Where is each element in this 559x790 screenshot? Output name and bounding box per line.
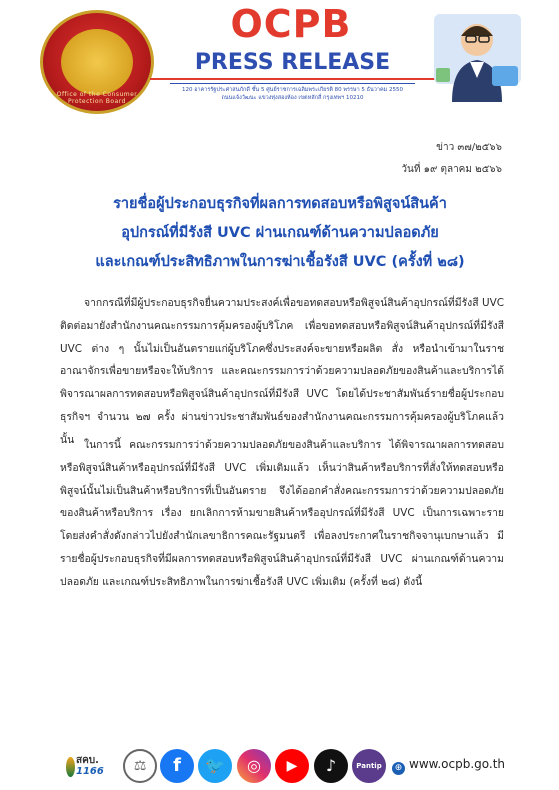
press-header xyxy=(0,0,559,120)
headline-line-1: รายชื่อผู้ประกอบธุรกิจที่ผลการทดสอบหรือพิสูจน์สินค้า xyxy=(113,196,447,212)
ocpb-hotline-logo[interactable] xyxy=(66,753,122,781)
news-number: ข่าว ๓๗/๒๕๖๖ xyxy=(436,142,502,153)
website-url: www.ocpb.go.th xyxy=(409,757,506,771)
body-paragraph-2: ในการนี้ คณะกรรมการว่าด้วยความปลอดภัยของสินค้าและบริการ ได้พิจารณาผลการทดสอบหรือพิสูจน์สินค้าหรืออุปกรณ์ที่มีรังสี UVC เพิ่มเติมแล้ว เห็นว่าสินค้าหรือบริการที่สั่งให้ทดสอบหรือพิสูจน์นั้นไม่เป็นสินค้าหรือบริการที่เป็นอันตราย จึงได้ออกคำสั่งคณะกรรมการว่าด้วยความปลอดภัยของสินค้าหรือบริการ เรื่อง ยกเลิกการห้ามขายสินค้าหรืออุปกรณ์ที่มีรังสี UVC เป็นการเฉพาะราย โดยส่งคำสั่งดังกล่าวไปยังสำนักเลขาธิการคณะรัฐมนตรี เพื่อลงประกาศในราชกิจจานุเบกษาแล้ว มีรายชื่อผู้ประกอบธุรกิจที่มีผลการทดสอบหรือพิสูจน์สินค้าอุปกรณ์ที่มีรังสี UVC ผ่านเกณฑ์ด้านความปลอดภัย และเกณฑ์ประสิทธิภาพในการฆ่าเชื้อรังสี UVC เพิ่มเติม (ครั้งที่ ๒๘) ดังนี้ xyxy=(60,439,504,588)
mascot-illustration xyxy=(430,6,525,106)
seal-emblem xyxy=(61,29,133,95)
ocpb-swoosh-icon xyxy=(66,757,75,777)
news-date: วันที่ ๑๙ ตุลาคม ๒๕๖๖ xyxy=(401,164,502,175)
tiktok-icon[interactable]: ♪ xyxy=(314,749,348,783)
header-address-line-1: 120 อาคารรัฐประศาสนภักดี ชั้น 5 ศูนย์ราชการเฉลิมพระเกียรติ 80 พรรษา 5 ธันวาคม 2550 xyxy=(181,87,404,93)
headline-line-3: และเกณฑ์ประสิทธิภาพในการฆ่าเชื้อรังสี UVC (ครั้งที่ ๒๘) xyxy=(95,254,465,270)
ocpb-seal-logo xyxy=(40,10,154,114)
headline-line-2: อุปกรณ์ที่มีรังสี UVC ผ่านเกณฑ์ด้านความปลอดภัย xyxy=(121,225,439,241)
instagram-icon[interactable]: ◎ xyxy=(237,749,271,783)
brand-subtitle: PRESS RELEASE xyxy=(194,50,391,75)
header-address-line-2: ถนนแจ้งวัฒนะ แขวงทุ่งสองห้อง เขตหลักสี่ กรุงเทพฯ 10210 xyxy=(221,95,364,101)
twitter-icon[interactable]: 🐦 xyxy=(198,749,232,783)
pantip-icon[interactable] xyxy=(352,749,386,783)
globe-icon: ⊕ xyxy=(392,762,405,775)
seal-ring-text: Office of the Consumer Protection Board xyxy=(56,91,138,105)
youtube-icon[interactable]: ▶ xyxy=(275,749,309,783)
hotline-number: 1166 xyxy=(76,766,104,777)
brand-title: OCPB xyxy=(230,2,352,46)
pantip-label: Pantip xyxy=(356,762,382,770)
website-link[interactable] xyxy=(392,757,505,775)
header-divider xyxy=(170,83,415,84)
header-stripe xyxy=(150,78,440,80)
body-paragraph-1: จากกรณีที่มีผู้ประกอบธุรกิจยื่นความประสงค์เพื่อขอทดสอบหรือพิสูจน์สินค้าอุปกรณ์ที่มีรังสี UVC ติดต่อมายังสำนักงานคณะกรรมการคุ้มครองผู้บริโภค เพื่อขอทดสอบหรือพิสูจน์สินค้าอุปกรณ์ที่มีรังสี UVC ต่าง ๆ นั้นไม่เป็นอันตรายแก่ผู้บริโภคซึ่งประสงค์จะขายหรือผลิต สั่ง หรือนำเข้ามาในราชอาณาจักรเพื่อขายหรือจะให้บริการ และคณะกรรมการว่าด้วยความปลอดภัยของสินค้าและบริการได้พิจารณาผลการทดสอบหรือพิสูจน์สินค้าอุปกรณ์ที่มีรังสี UVC โดยได้ประชาสัมพันธ์รายชื่อผู้ประกอบธุรกิจฯ จำนวน ๒๗ ครั้ง ผ่านข่าวประชาสัมพันธ์ของสำนักงานคณะกรรมการคุ้มครองผู้บริโภคแล้วนั้น xyxy=(60,297,504,446)
facebook-icon[interactable]: f xyxy=(160,749,194,783)
ombudsman-icon[interactable]: ⚖ xyxy=(123,749,157,783)
ocpb-short-label: สคบ. xyxy=(76,755,99,766)
